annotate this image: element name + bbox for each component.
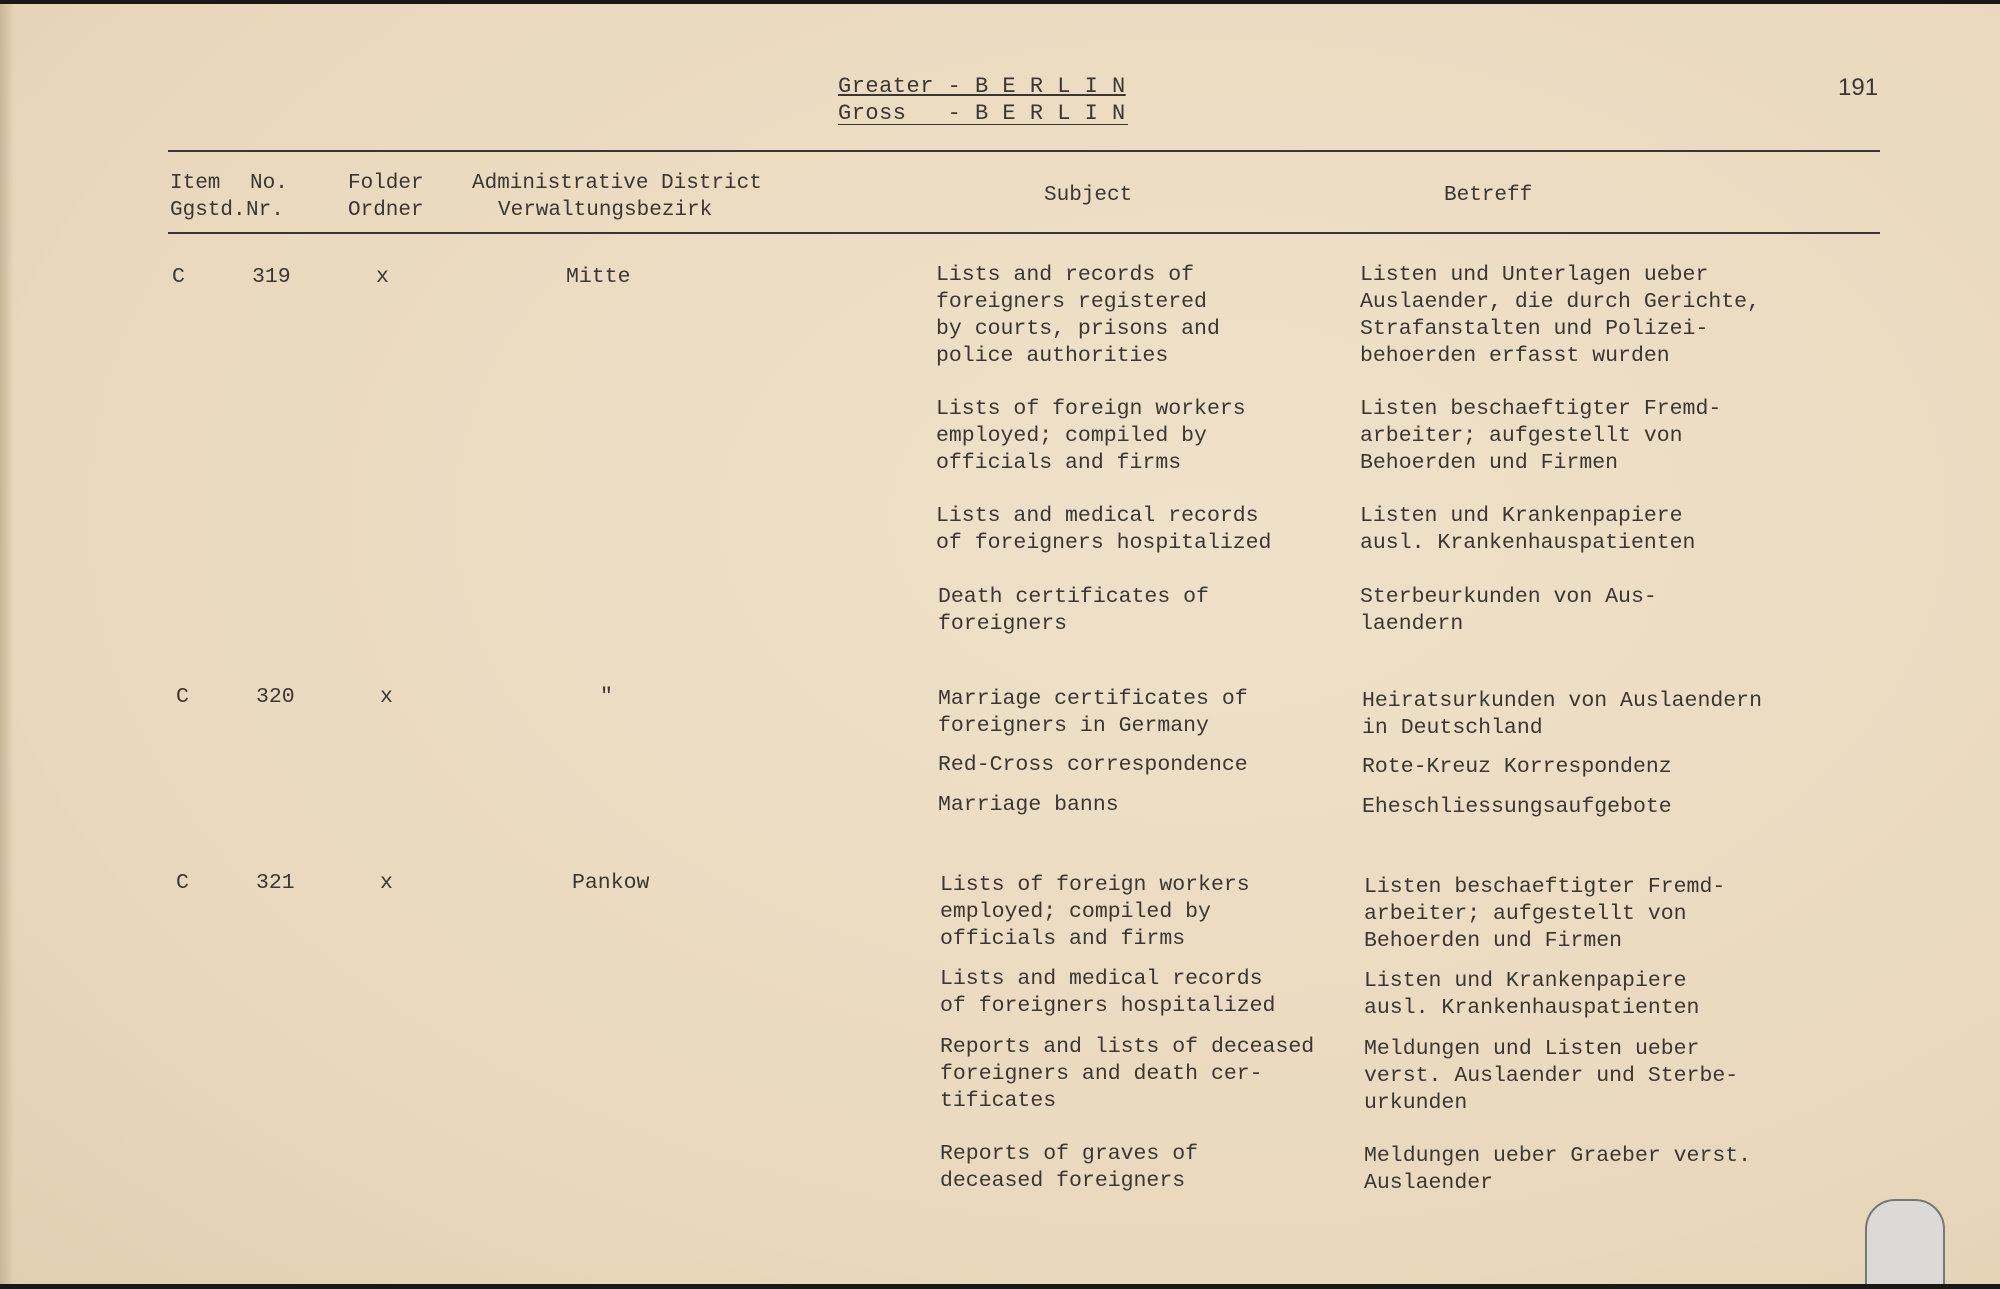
col-header-no: No. <box>250 172 288 195</box>
entry-district: Pankow <box>572 871 650 895</box>
entry-subject: Lists and medical records of foreigners hospitalized <box>936 504 1272 555</box>
col-header-district-de: Verwaltungsbezirk <box>498 199 713 222</box>
entry-betreff: Rote-Kreuz Korrespondenz <box>1362 755 1672 779</box>
entry-betreff: Eheschliessungsaufgebote <box>1362 795 1672 819</box>
entry-number: 320 <box>256 685 295 709</box>
entry-district: Mitte <box>566 265 631 289</box>
entry-subject: Lists of foreign workers employed; compiled by officials and firms <box>936 397 1246 475</box>
entry-betreff: Listen beschaeftigter Fremd- arbeiter; aufgestellt von Behoerden und Firmen <box>1360 397 1722 475</box>
document-page <box>0 4 2000 1284</box>
entry-subject: Marriage certificates of foreigners in Germany <box>938 687 1248 738</box>
entry-folder: x <box>380 871 393 895</box>
page-title: Greater - B E R L I N <box>838 74 1126 99</box>
col-header-item: Item <box>170 172 221 195</box>
col-header-folder: Folder <box>348 172 424 195</box>
entry-betreff: Meldungen ueber Graeber verst. Auslaender <box>1364 1144 1752 1195</box>
col-header-folder-de: Ordner <box>348 199 424 222</box>
entry-betreff: Heiratsurkunden von Auslaendern in Deutschland <box>1362 689 1762 740</box>
entry-subject: Death certificates of foreigners <box>938 585 1209 636</box>
entry-betreff: Listen und Unterlagen ueber Auslaender, die durch Gerichte, Strafanstalten und Polizei- behoerden erfasst wurden <box>1360 263 1760 368</box>
col-header-item-de: Ggstd. <box>170 199 246 222</box>
col-header-subject: Subject <box>1044 184 1133 207</box>
col-header-district: Administrative District <box>472 172 762 195</box>
entry-subject: Reports and lists of deceased foreigners and death cer- tificates <box>940 1035 1315 1113</box>
entry-betreff: Sterbeurkunden von Aus- laendern <box>1360 585 1657 636</box>
entry-betreff: Listen und Krankenpapiere ausl. Krankenhauspatienten <box>1364 969 1700 1020</box>
binder-tab <box>1865 1199 1945 1284</box>
entry-number: 321 <box>256 871 295 895</box>
entry-number: 319 <box>252 265 291 289</box>
entry-betreff: Listen und Krankenpapiere ausl. Krankenhauspatienten <box>1360 504 1696 555</box>
entry-folder: x <box>376 265 389 289</box>
page-title-german: Gross - B E R L I N <box>838 101 1126 126</box>
table-header-bottom-rule <box>168 232 1880 234</box>
col-header-no-de: Nr. <box>246 199 284 222</box>
entry-subject: Lists and medical records of foreigners hospitalized <box>940 967 1276 1018</box>
entry-betreff: Meldungen und Listen ueber verst. Auslaender und Sterbe- urkunden <box>1364 1037 1739 1115</box>
entry-subject: Marriage banns <box>938 793 1119 817</box>
entry-subject: Lists of foreign workers employed; compiled by officials and firms <box>940 873 1250 951</box>
entry-item: C <box>176 871 189 895</box>
col-header-betreff: Betreff <box>1444 184 1533 207</box>
page-number: 191 <box>1838 74 1879 101</box>
entry-subject: Red-Cross correspondence <box>938 753 1248 777</box>
entry-district-ditto: " <box>600 685 613 709</box>
entry-subject: Reports of graves of deceased foreigners <box>940 1142 1199 1193</box>
entry-betreff: Listen beschaeftigter Fremd- arbeiter; aufgestellt von Behoerden und Firmen <box>1364 875 1726 953</box>
entry-folder: x <box>380 685 393 709</box>
entry-subject: Lists and records of foreigners registered by courts, prisons and police authorities <box>936 263 1220 368</box>
entry-item: C <box>176 685 189 709</box>
binding-shadow <box>0 4 14 1284</box>
table-header-top-rule <box>168 150 1880 152</box>
entry-item: C <box>172 265 185 289</box>
